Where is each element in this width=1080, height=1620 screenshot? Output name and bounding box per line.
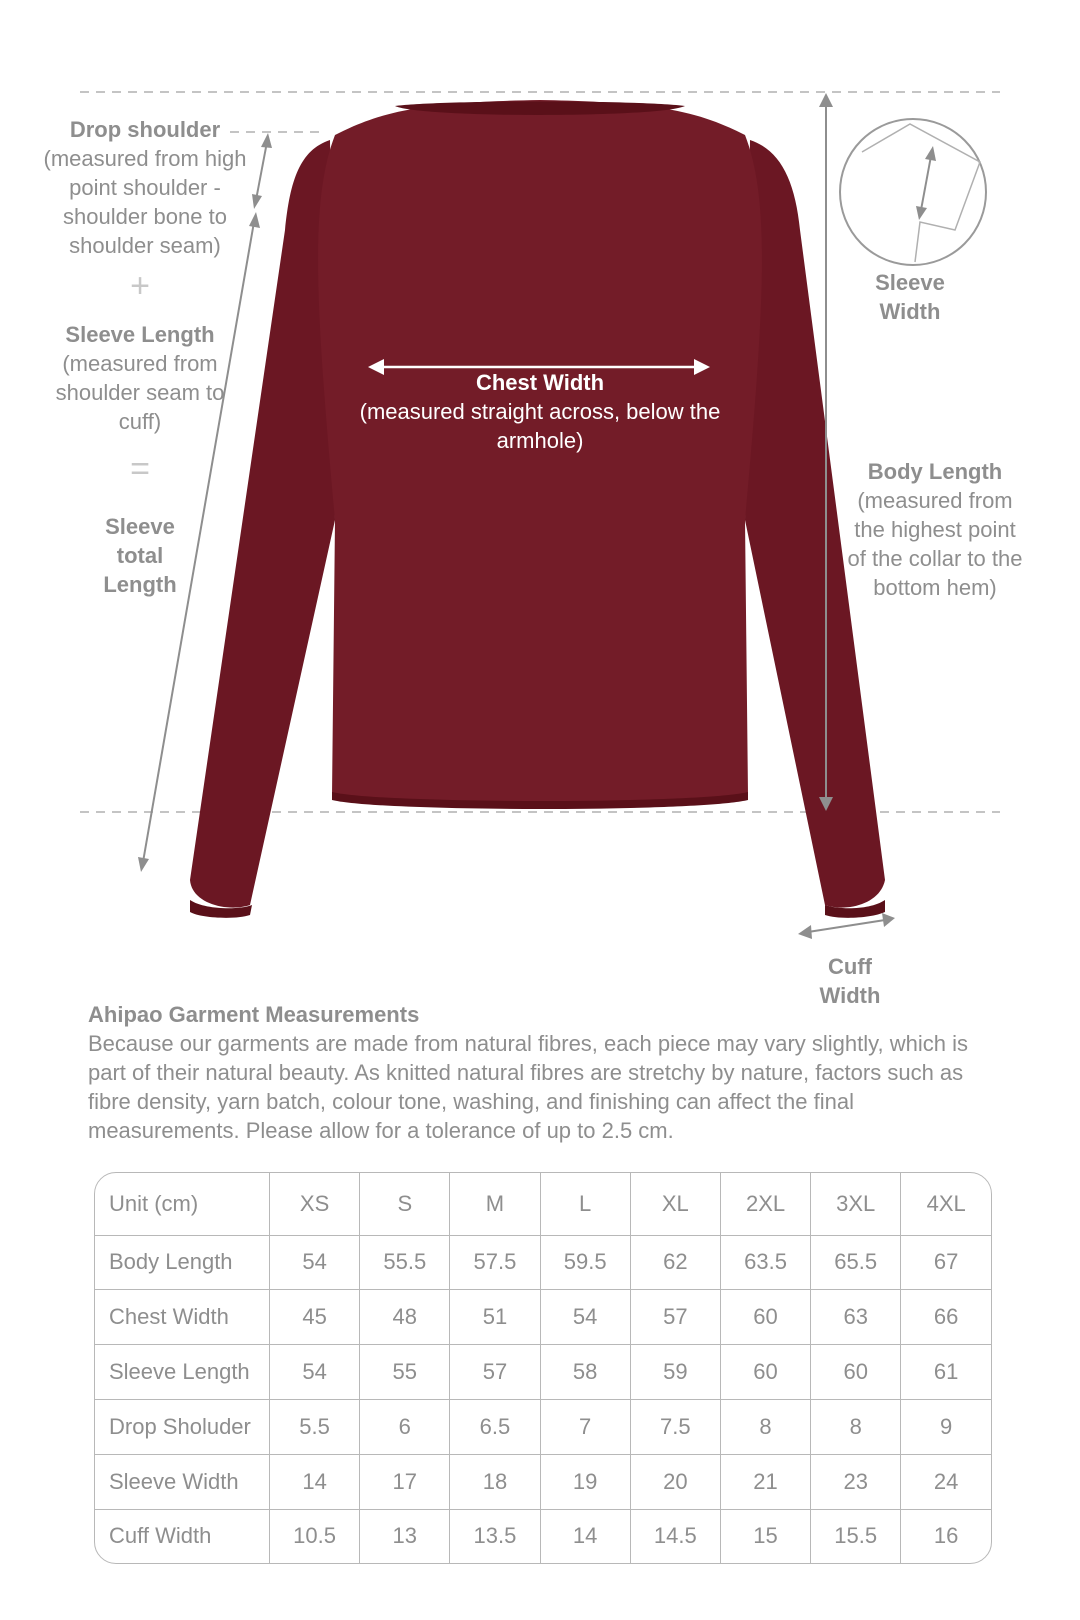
table-cell: 19 xyxy=(540,1454,630,1509)
table-cell: 48 xyxy=(360,1290,450,1345)
table-cell: 62 xyxy=(630,1235,720,1290)
table-cell: 66 xyxy=(901,1290,991,1345)
table-cell: 63 xyxy=(811,1290,901,1345)
body-length-label xyxy=(845,457,1025,602)
table-cell: 10.5 xyxy=(270,1509,360,1563)
table-cell: 21 xyxy=(720,1454,810,1509)
table-cell: 60 xyxy=(720,1345,810,1400)
table-cell: 8 xyxy=(811,1399,901,1454)
table-cell: 14 xyxy=(270,1454,360,1509)
sleeve-width-title: Sleeve Width xyxy=(875,270,945,324)
table-cell: 20 xyxy=(630,1454,720,1509)
equals-sign: = xyxy=(130,450,150,488)
table-cell: 7 xyxy=(540,1399,630,1454)
table-row xyxy=(95,1290,991,1345)
note-body: Because our garments are made from natural fibres, each piece may vary slightly, which is part of their natural beauty. As knitted natural fibres are stretchy by nature, factors such as fibre density, yarn batch, colour tone, washing, and finishing can affect the final measurements. Please allow for a tolerance of up to 2.5 cm. xyxy=(88,1031,968,1143)
table-row xyxy=(95,1454,991,1509)
size-table xyxy=(94,1172,992,1564)
table-cell: 14.5 xyxy=(630,1509,720,1563)
header-cell: 4XL xyxy=(901,1173,991,1235)
drop-shoulder-desc: (measured from high point shoulder - shoulder bone to shoulder seam) xyxy=(43,146,247,258)
table-row xyxy=(95,1509,991,1563)
table-cell: 54 xyxy=(270,1235,360,1290)
body-length-title: Body Length xyxy=(867,459,1003,484)
row-label: Cuff Width xyxy=(95,1509,270,1563)
table-cell: 14 xyxy=(540,1509,630,1563)
table-header-row xyxy=(95,1173,991,1235)
table-cell: 57.5 xyxy=(450,1235,540,1290)
header-cell: M xyxy=(450,1173,540,1235)
table-cell: 24 xyxy=(901,1454,991,1509)
table-row xyxy=(95,1399,991,1454)
table-cell: 13.5 xyxy=(450,1509,540,1563)
table-cell: 57 xyxy=(630,1290,720,1345)
table-cell: 17 xyxy=(360,1454,450,1509)
header-cell: XS xyxy=(270,1173,360,1235)
table-row xyxy=(95,1345,991,1400)
body-length-desc: (measured from the highest point of the collar to the bottom hem) xyxy=(847,488,1023,600)
header-cell: 2XL xyxy=(720,1173,810,1235)
drop-shoulder-title: Drop shoulder xyxy=(69,117,221,142)
table-cell: 60 xyxy=(811,1345,901,1400)
sleeve-total-length-label xyxy=(80,512,200,599)
table-cell: 51 xyxy=(450,1290,540,1345)
chest-width-label xyxy=(350,368,730,455)
header-cell: S xyxy=(360,1173,450,1235)
table-cell: 15 xyxy=(720,1509,810,1563)
table-cell: 13 xyxy=(360,1509,450,1563)
table-cell: 8 xyxy=(720,1399,810,1454)
table-cell: 45 xyxy=(270,1290,360,1345)
cuff-width-title: Cuff Width xyxy=(819,954,881,1008)
sleeve-length-title: Sleeve Length xyxy=(65,322,215,347)
drop-shoulder-label xyxy=(30,115,260,260)
table-cell: 67 xyxy=(901,1235,991,1290)
table-cell: 6 xyxy=(360,1399,450,1454)
table-cell: 15.5 xyxy=(811,1509,901,1563)
table-row xyxy=(95,1235,991,1290)
table-cell: 65.5 xyxy=(811,1235,901,1290)
row-label: Drop Sholuder xyxy=(95,1399,270,1454)
note-title: Ahipao Garment Measurements xyxy=(88,1002,420,1027)
table-cell: 60 xyxy=(720,1290,810,1345)
sleeve-length-label xyxy=(50,320,230,436)
table-cell: 59.5 xyxy=(540,1235,630,1290)
measurement-note xyxy=(88,1000,1008,1145)
table-cell: 16 xyxy=(901,1509,991,1563)
table-cell: 55.5 xyxy=(360,1235,450,1290)
table-cell: 23 xyxy=(811,1454,901,1509)
table-cell: 54 xyxy=(540,1290,630,1345)
chest-width-desc: (measured straight across, below the armhole) xyxy=(359,399,721,453)
table-cell: 57 xyxy=(450,1345,540,1400)
table-cell: 59 xyxy=(630,1345,720,1400)
row-label: Body Length xyxy=(95,1235,270,1290)
table-cell: 18 xyxy=(450,1454,540,1509)
sleeve-length-desc: (measured from shoulder seam to cuff) xyxy=(55,351,225,434)
header-cell: 3XL xyxy=(811,1173,901,1235)
table-cell: 9 xyxy=(901,1399,991,1454)
sleeve-total-title: Sleeve total Length xyxy=(103,514,177,597)
table-cell: 58 xyxy=(540,1345,630,1400)
sweater-illustration xyxy=(190,100,885,918)
header-cell: L xyxy=(540,1173,630,1235)
plus-sign: + xyxy=(130,267,150,305)
table-cell: 7.5 xyxy=(630,1399,720,1454)
table-cell: 55 xyxy=(360,1345,450,1400)
sleeve-width-label xyxy=(860,268,960,326)
table-cell: 6.5 xyxy=(450,1399,540,1454)
chest-width-title: Chest Width xyxy=(475,370,605,395)
row-label: Sleeve Length xyxy=(95,1345,270,1400)
table-cell: 54 xyxy=(270,1345,360,1400)
sleeve-width-detail-icon xyxy=(840,119,986,265)
header-cell: XL xyxy=(630,1173,720,1235)
table-cell: 5.5 xyxy=(270,1399,360,1454)
row-label: Chest Width xyxy=(95,1290,270,1345)
row-label: Sleeve Width xyxy=(95,1454,270,1509)
table-cell: 61 xyxy=(901,1345,991,1400)
table-cell: 63.5 xyxy=(720,1235,810,1290)
header-cell: Unit (cm) xyxy=(95,1173,270,1235)
